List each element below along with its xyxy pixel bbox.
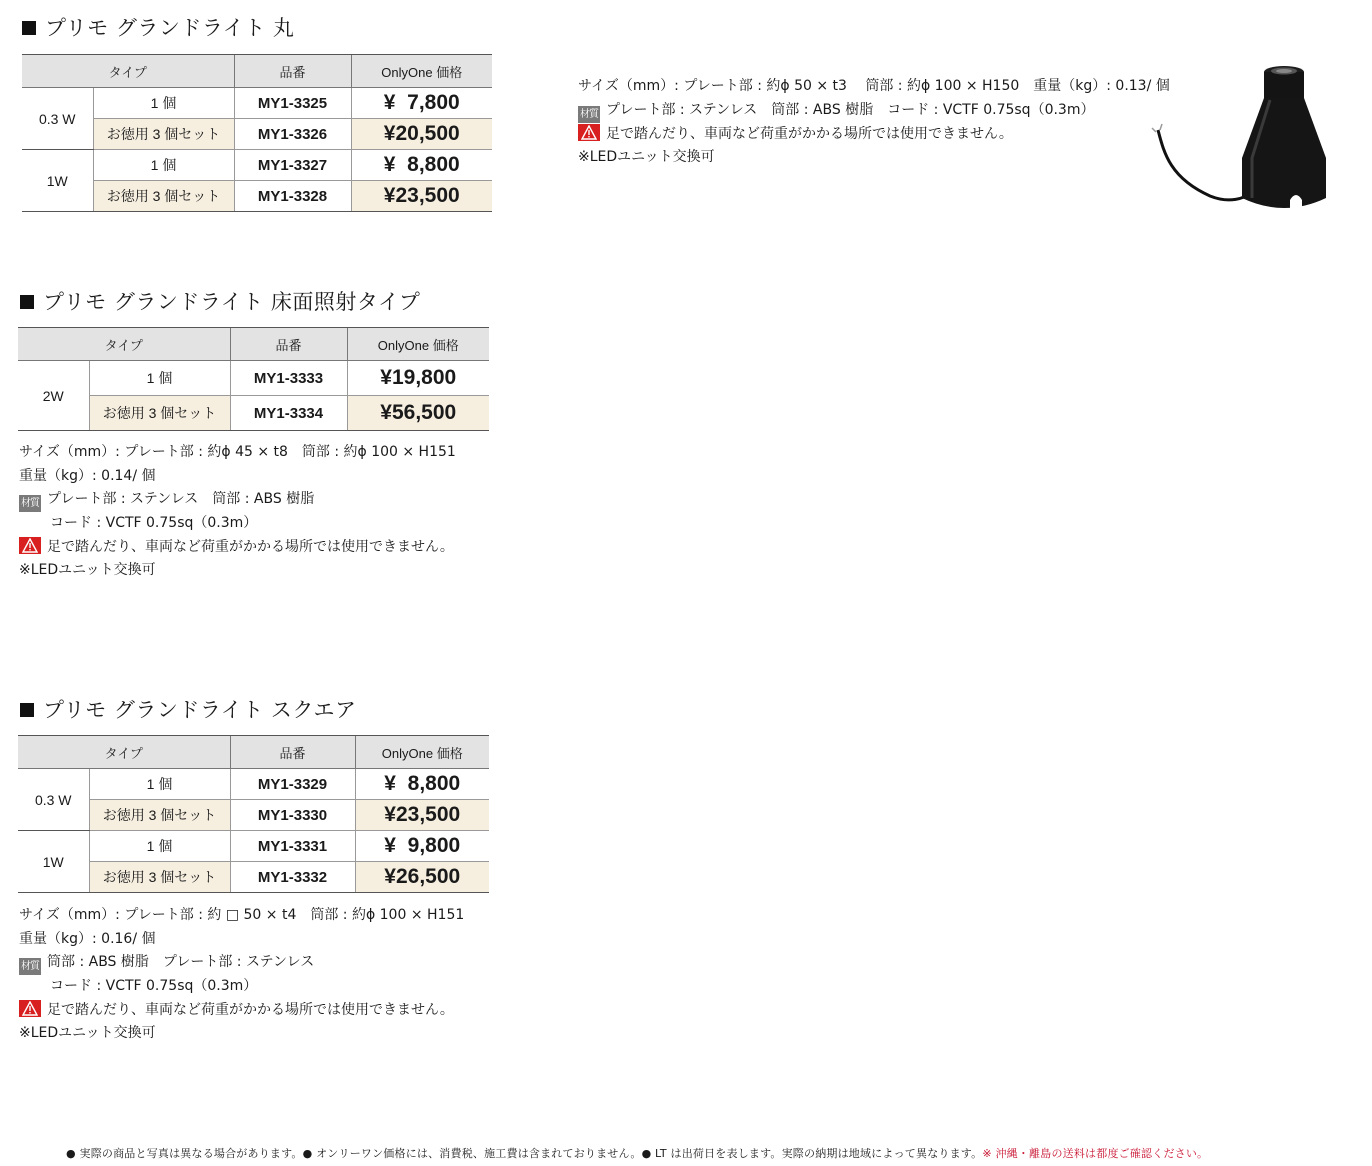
qty-cell: 1 個	[89, 769, 230, 800]
section-title-square	[20, 694, 356, 724]
spec-warning-line	[19, 536, 456, 560]
header-type: タイプ	[18, 736, 230, 769]
product-code: MY1-3330	[230, 800, 355, 831]
section-title-round	[22, 12, 294, 42]
price: ¥23,500	[351, 181, 492, 212]
product-image-ground-light	[1150, 58, 1340, 218]
spec-size: サイズ（mm）: プレート部 : 約ϕ 45 × t8 筒部 : 約ϕ 100 × H151	[19, 444, 456, 460]
spec-material-line	[578, 99, 1170, 123]
watt-cell: 0.3 W	[18, 769, 89, 831]
price-table-square	[18, 735, 489, 893]
table-row	[22, 150, 492, 181]
spec-warning: 足で踏んだり、車両など荷重がかかる場所では使用できません。	[47, 1001, 454, 1018]
product-code: MY1-3326	[234, 119, 351, 150]
table-row	[18, 396, 489, 431]
spec-block-square	[19, 904, 464, 1046]
product-code: MY1-3332	[230, 862, 355, 893]
spec-note: ※LEDユニット交換可	[19, 562, 156, 578]
footer-notes	[66, 1145, 1208, 1161]
header-code: 品番	[234, 55, 351, 88]
qty-cell: 1 個	[93, 88, 234, 119]
table-row	[18, 769, 489, 800]
spec-material: 筒部 : ABS 樹脂 プレート部 : ステンレス	[47, 954, 315, 970]
warning-icon	[19, 1000, 41, 1017]
product-code: MY1-3328	[234, 181, 351, 212]
header-price: OnlyOne 価格	[355, 736, 489, 769]
spec-size: サイズ（mm）: プレート部 : 約 □ 50 × t4 筒部 : 約ϕ 100 × H151	[19, 907, 465, 923]
qty-cell: お徳用 3 個セット	[89, 800, 230, 831]
price: ¥ 7,800	[351, 88, 492, 119]
table-header-row	[18, 736, 489, 769]
spec-weight: 重量（kg）: 0.14/ 個	[19, 467, 156, 484]
section-title-text: プリモ グランドライト スクエア	[43, 698, 357, 722]
square-bullet-icon	[20, 703, 34, 717]
spec-material-line	[19, 951, 464, 975]
spec-cord: コード : VCTF 0.75sq（0.3m）	[50, 978, 258, 994]
spec-block-floor	[19, 441, 456, 583]
spec-cord: コード : VCTF 0.75sq（0.3m）	[50, 515, 258, 531]
product-code: MY1-3333	[230, 361, 347, 396]
product-code: MY1-3329	[230, 769, 355, 800]
table-header-row	[18, 328, 489, 361]
qty-cell: 1 個	[89, 361, 230, 396]
product-code: MY1-3327	[234, 150, 351, 181]
spec-warning-line	[19, 999, 464, 1023]
table-row	[18, 361, 489, 396]
qty-cell: お徳用 3 個セット	[93, 119, 234, 150]
watt-cell: 1W	[18, 831, 89, 893]
table-row	[18, 800, 489, 831]
warning-icon	[578, 124, 600, 141]
qty-cell: お徳用 3 個セット	[89, 862, 230, 893]
section-title-text: プリモ グランドライト 丸	[45, 16, 295, 40]
price: ¥26,500	[355, 862, 489, 893]
price: ¥20,500	[351, 119, 492, 150]
product-code: MY1-3325	[234, 88, 351, 119]
section-title-text: プリモ グランドライト 床面照射タイプ	[43, 290, 421, 314]
spec-material: プレート部 : ステンレス 筒部 : ABS 樹脂 コード : VCTF 0.75sq（0.3m）	[606, 101, 1095, 118]
product-code: MY1-3334	[230, 396, 347, 431]
watt-cell: 1W	[22, 150, 93, 212]
spec-warning: 足で踏んだり、車両など荷重がかかる場所では使用できません。	[47, 538, 454, 555]
watt-cell: 0.3 W	[22, 88, 93, 150]
header-code: 品番	[230, 736, 355, 769]
spec-block-round	[578, 75, 1170, 170]
price: ¥56,500	[347, 396, 489, 431]
footer-text: ● 実際の商品と写真は異なる場合があります。● オンリーワン価格には、消費税、施工費は含まれておりません。● LT は出荷日を表します。実際の納期は地域によって異なります。	[66, 1147, 983, 1160]
header-price: OnlyOne 価格	[347, 328, 489, 361]
footer-red-note: ※ 沖縄・離島の送料は都度ご確認ください。	[982, 1147, 1209, 1160]
spec-material-line	[19, 488, 456, 512]
spec-warning-line	[578, 123, 1170, 147]
qty-cell: 1 個	[93, 150, 234, 181]
warning-icon	[19, 537, 41, 554]
qty-cell: お徳用 3 個セット	[89, 396, 230, 431]
price: ¥ 8,800	[355, 769, 489, 800]
header-price: OnlyOne 価格	[351, 55, 492, 88]
material-icon: 材質	[19, 495, 41, 512]
header-type: タイプ	[18, 328, 230, 361]
table-row	[22, 181, 492, 212]
spec-note: ※LEDユニット交換可	[19, 1025, 156, 1041]
spec-note: ※LEDユニット交換可	[578, 149, 715, 165]
table-row	[18, 831, 489, 862]
material-icon: 材質	[578, 106, 600, 123]
qty-cell: 1 個	[89, 831, 230, 862]
section-title-floor	[20, 286, 420, 316]
spec-size: サイズ（mm）: プレート部 : 約ϕ 50 × t3 筒部 : 約ϕ 100 × H150 重量（kg）: 0.13/ 個	[578, 78, 1170, 94]
price: ¥ 8,800	[351, 150, 492, 181]
product-code: MY1-3331	[230, 831, 355, 862]
material-icon: 材質	[19, 958, 41, 975]
spec-material: プレート部 : ステンレス 筒部 : ABS 樹脂	[47, 491, 315, 507]
table-row	[22, 88, 492, 119]
table-row	[22, 119, 492, 150]
price: ¥19,800	[347, 361, 489, 396]
price: ¥23,500	[355, 800, 489, 831]
price-table-round	[22, 54, 492, 212]
spec-warning: 足で踏んだり、車両など荷重がかかる場所では使用できません。	[606, 125, 1013, 142]
price: ¥ 9,800	[355, 831, 489, 862]
header-type: タイプ	[22, 55, 234, 88]
square-bullet-icon	[20, 295, 34, 309]
spec-weight: 重量（kg）: 0.16/ 個	[19, 930, 156, 947]
square-bullet-icon	[22, 21, 36, 35]
price-table-floor	[18, 327, 489, 431]
table-row	[18, 862, 489, 893]
table-header-row	[22, 55, 492, 88]
watt-cell: 2W	[18, 361, 89, 431]
header-code: 品番	[230, 328, 347, 361]
qty-cell: お徳用 3 個セット	[93, 181, 234, 212]
